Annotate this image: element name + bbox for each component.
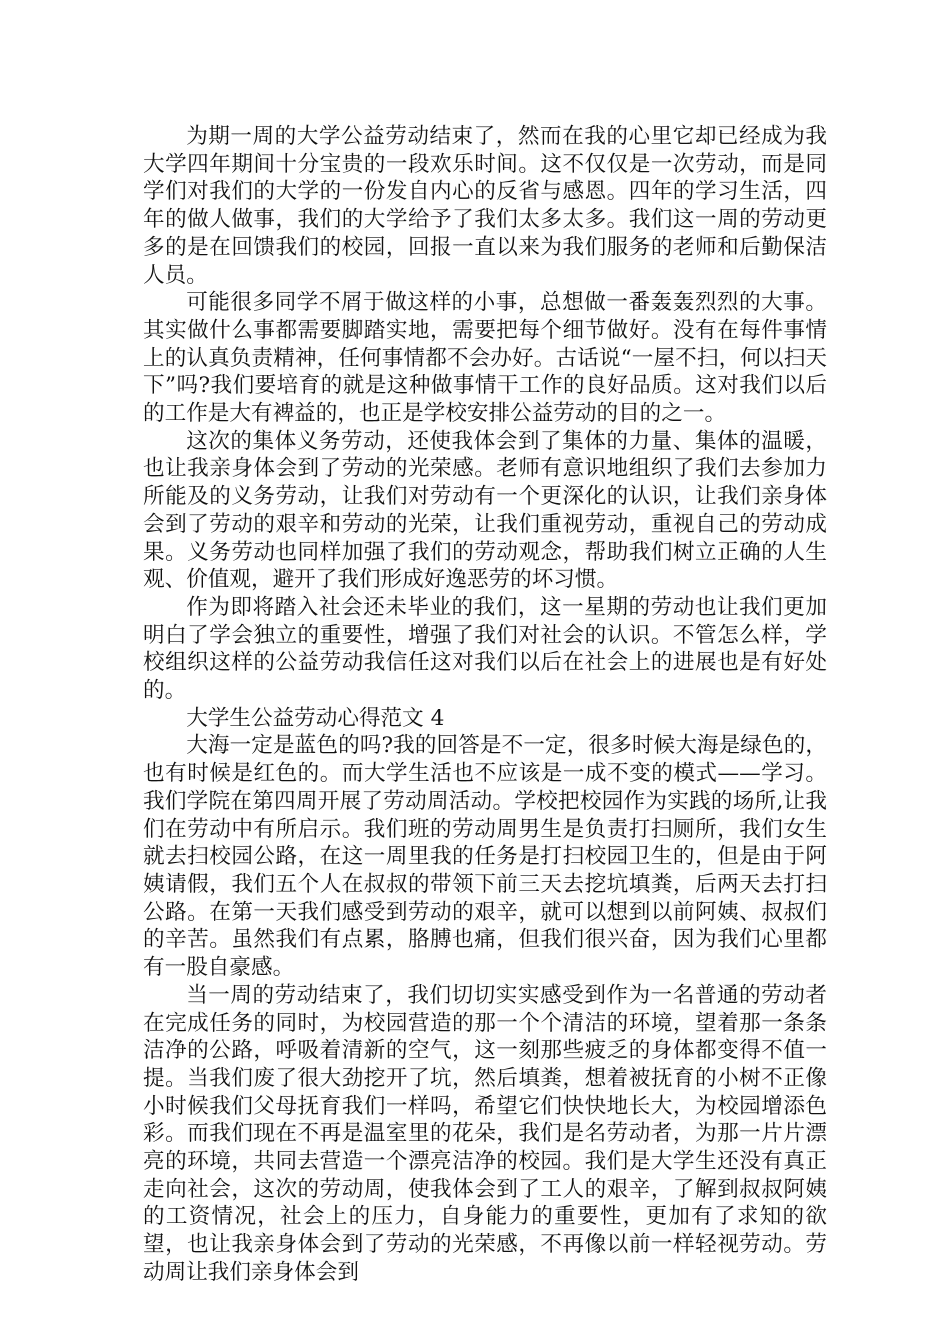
document-body	[143, 123, 827, 1287]
paragraph-4: 作为即将踏入社会还未毕业的我们，这一星期的劳动也让我们更加明白了学会独立的重要性，增强了我们对社会的认识。不管怎么样，学校组织这样的公益劳动我信任这对我们以后在社会上的进展也是有好处的。	[143, 594, 827, 704]
section-heading: 大学生公益劳动心得范文 4	[186, 705, 445, 731]
paragraph-1: 为期一周的大学公益劳动结束了，然而在我的心里它却已经成为我大学四年期间十分宝贵的一段欢乐时间。这不仅仅是一次劳动，而是同学们对我们的大学的一份发自内心的反省与感恩。四年的学习生活，四年的做人做事，我们的大学给予了我们太多太多。我们这一周的劳动更多的是在回馈我们的校园，回报一直以来为我们服务的老师和后勤保洁人员。	[143, 124, 827, 288]
paragraph-6: 当一周的劳动结束了，我们切切实实感受到作为一名普通的劳动者在完成任务的同时，为校园营造的那一个个清洁的环境，望着那一条条洁净的公路，呼吸着清新的空气，这一刻那些疲乏的身体都变得不值一提。当我们废了很大劲挖开了坑，然后填粪，想着被抚育的小树不正像小时候我们父母抚育我们一样吗，希望它们快快地长大，为校园增添色彩。而我们现在不再是温室里的花朵，我们是名劳动者，为那一片片漂亮的环境，共同去营造一个漂亮洁净的校园。我们是大学生还没有真正走向社会，这次的劳动周，使我体会到了工人的艰辛，了解到叔叔阿姨的工资情况，社会上的压力，自身能力的重要性，更加有了求知的欲望，也让我亲身体会到了劳动的光荣感，不再像以前一样轻视劳动。劳动周让我们亲身体会到	[143, 982, 827, 1285]
paragraph-3: 这次的集体义务劳动，还使我体会到了集体的力量、集体的温暖，也让我亲身体会到了劳动的光荣感。老师有意识地组织了我们去参加力所能及的义务劳动，让我们对劳动有一个更深化的认识，让我们亲身体会到了劳动的艰辛和劳动的光荣，让我们重视劳动，重视自己的劳动成果。义务劳动也同样加强了我们的劳动观念，帮助我们树立正确的人生观、价值观，避开了我们形成好逸恶劳的坏习惯。	[143, 428, 827, 593]
paragraph-5: 大海一定是蓝色的吗?我的回答是不一定，很多时候大海是绿色的，也有时候是红色的。而大学生活也不应该是一成不变的模式——学习。我们学院在第四周开展了劳动周活动。学校把校园作为实践的场所,让我们在劳动中有所启示。我们班的劳动周男生是负责打扫厕所，我们女生就去扫校园公路，在这一周里我的任务是打扫校园卫生的，但是由于阿姨请假，我们五个人在叔叔的带领下前三天去挖坑填粪，后两天去打扫公路。在第一天我们感受到劳动的艰辛，就可以想到以前阿姨、叔叔们的辛苦。虽然我们有点累，胳膊也痛，但我们很兴奋，因为我们心里都有一股自豪感。	[143, 733, 827, 981]
paragraph-2: 可能很多同学不屑于做这样的小事，总想做一番轰轰烈烈的大事。其实做什么事都需要脚踏实地，需要把每个细节做好。没有在每件事情上的认真负责精神，任何事情都不会办好。古话说“一屋不扫，何以扫天下”吗?我们要培育的就是这种做事情干工作的良好品质。这对我们以后的工作是大有裨益的，也正是学校安排公益劳动的目的之一。	[143, 290, 827, 427]
